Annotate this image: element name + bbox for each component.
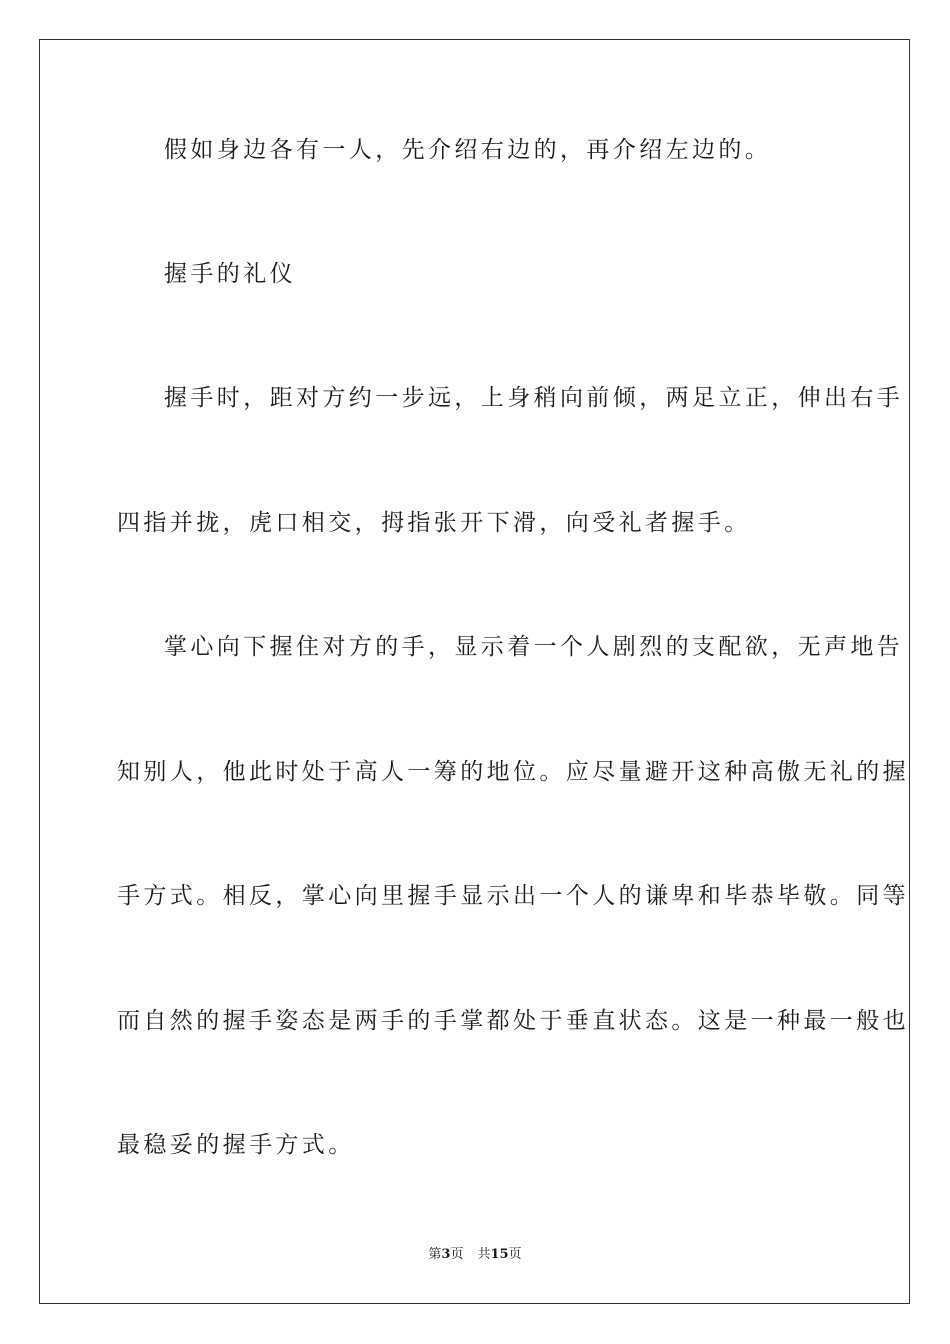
page-suffix: 页 (450, 1247, 464, 1262)
total-suffix: 页 (508, 1247, 522, 1262)
total-pages: 15 (490, 1247, 509, 1262)
page-prefix: 第 (428, 1247, 442, 1262)
paragraph-handshake-line-2: 四指并拢，虎口相交，拇指张开下滑，向受礼者握手。 (117, 510, 751, 536)
paragraph-palm-line-2: 知别人，他此时处于高人一筹的地位。应尽量避开这种高傲无礼的握 (117, 759, 909, 785)
paragraph-intro-order: 假如身边各有一人，先介绍右边的，再介绍左边的。 (164, 137, 772, 163)
page-number: 3 (441, 1247, 451, 1262)
paragraph-handshake-line-1: 握手时，距对方约一步远，上身稍向前倾，两足立正，伸出右手 (164, 385, 904, 411)
page-frame (39, 39, 910, 1304)
paragraph-palm-line-4: 而自然的握手姿态是两手的手掌都处于垂直状态。这是一种最一般也 (117, 1008, 909, 1034)
page-footer (0, 1246, 950, 1264)
section-heading-handshake: 握手的礼仪 (164, 261, 296, 287)
paragraph-palm-line-1: 掌心向下握住对方的手，显示着一个人剧烈的支配欲，无声地告 (164, 634, 904, 660)
total-prefix: 共 (477, 1247, 491, 1262)
paragraph-palm-line-5: 最稳妥的握手方式。 (117, 1132, 355, 1158)
paragraph-palm-line-3: 手方式。相反，掌心向里握手显示出一个人的谦卑和毕恭毕敬。同等 (117, 883, 909, 909)
